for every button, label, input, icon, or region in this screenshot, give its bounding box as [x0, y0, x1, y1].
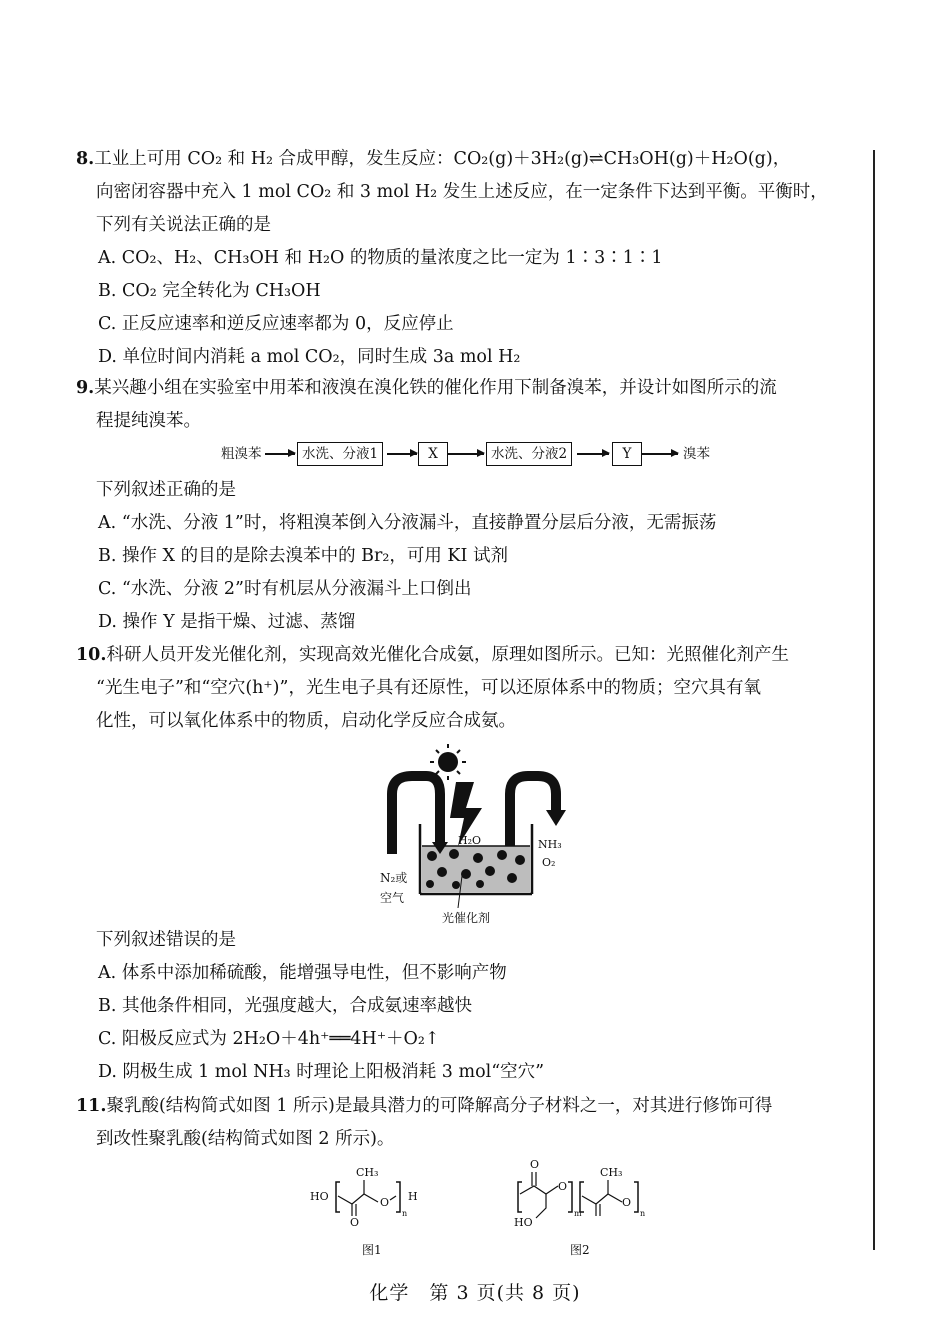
water-label: H₂O	[458, 834, 482, 847]
fig2-ch3-label: CH₃	[600, 1166, 623, 1179]
q9-number: 9.	[76, 378, 95, 398]
flow-box-wash2: 水洗、分液2	[486, 442, 572, 466]
air-label: 空气	[380, 891, 405, 905]
flow-arrow	[577, 453, 609, 455]
q9-line-1: 9.某兴趣小组在实验室中用苯和液溴在溴化铁的催化作用下制备溴苯，并设计如图所示的流	[76, 378, 777, 398]
flow-start-label: 粗溴苯	[221, 446, 262, 462]
fig2-end-o: O	[622, 1196, 632, 1209]
purification-flowchart	[215, 438, 735, 472]
page-margin-rule	[873, 150, 875, 1250]
q9-option-b: B. 操作 X 的目的是除去溴苯中的 Br₂，可用 KI 试剂	[98, 546, 508, 566]
q8-option-c: C. 正反应速率和逆反应速率都为 0，反应停止	[98, 314, 454, 334]
q8-option-a: A. CO₂、H₂、CH₃OH 和 H₂O 的物质的量浓度之比一定为 1∶3∶1∶1	[98, 248, 663, 268]
flow-arrow	[387, 453, 417, 455]
flow-arrow	[448, 453, 484, 455]
q8-line-2: 向密闭容器中充入 1 mol CO₂ 和 3 mol H₂ 发生上述反应，在一定条件下达到平衡。平衡时，	[96, 182, 828, 202]
q10-number: 10.	[76, 645, 107, 665]
figure-1-structure	[310, 1166, 418, 1257]
fig1-h-label: H	[408, 1190, 418, 1203]
question-10-options	[76, 924, 846, 1089]
q8-line-1: 8.工业上可用 CO₂ 和 H₂ 合成甲醇，发生反应：CO₂(g)＋3H₂(g)⇌CH₃OH(g)＋H₂O(g)，	[76, 149, 791, 169]
flow-end-label: 溴苯	[683, 446, 710, 462]
nh3-label: NH₃	[538, 838, 562, 851]
page-footer: 化学 第 3 页(共 8 页)	[369, 1282, 581, 1304]
fig1-ch3-label: CH₃	[356, 1166, 379, 1179]
figure-2-caption: 图2	[570, 1243, 590, 1257]
flow-arrow	[642, 453, 678, 455]
outlet-arrow-icon	[546, 810, 566, 826]
flow-box-y: Y	[612, 442, 642, 466]
question-9-options	[76, 474, 846, 639]
q10-line-1: 10.科研人员开发光催化剂，实现高效光催化合成氨，原理如图所示。已知：光照催化剂产生	[76, 645, 789, 665]
q8-line-3: 下列有关说法正确的是	[96, 215, 271, 235]
figure-2-structure	[514, 1158, 645, 1257]
q11-line-2: 到改性聚乳酸(结构简式如图 2 所示)。	[96, 1129, 395, 1149]
n2-label: N₂或	[380, 871, 408, 885]
q10-stem: 下列叙述错误的是	[96, 930, 236, 950]
catalyst-label: 光催化剂	[442, 911, 491, 925]
q11-line-1: 11.聚乳酸(结构简式如图 1 所示)是最具潜力的可降解高分子材料之一，对其进行修饰可得	[76, 1096, 773, 1116]
q11-number: 11.	[76, 1096, 107, 1116]
fig1-ho-label: HO	[310, 1190, 329, 1203]
flow-box-wash1: 水洗、分液1	[297, 442, 383, 466]
question-11	[76, 1090, 846, 1156]
q9-option-d: D. 操作 Y 是指干燥、过滤、蒸馏	[98, 612, 356, 632]
q10-line-2: “光生电子”和“空穴(h⁺)”，光生电子具有还原性，可以还原体系中的物质；空穴具有氧	[96, 678, 761, 698]
photocatalysis-apparatus-diagram	[370, 742, 580, 932]
q9-line-2: 程提纯溴苯。	[96, 411, 201, 431]
flow-arrow	[265, 453, 295, 455]
q10-option-d: D. 阴极生成 1 mol NH₃ 时理论上阳极消耗 3 mol“空穴”	[98, 1062, 545, 1082]
fig2-ester-o: O	[558, 1180, 568, 1193]
q10-option-b: B. 其他条件相同，光强度越大，合成氨速率越快	[98, 996, 472, 1016]
q9-stem: 下列叙述正确的是	[96, 480, 236, 500]
fig2-ho-label: HO	[514, 1216, 533, 1229]
q9-option-a: A. “水洗、分液 1”时，将粗溴苯倒入分液漏斗，直接静置分层后分液，无需振荡	[98, 513, 717, 533]
flow-box-x: X	[418, 442, 448, 466]
q10-line-3: 化性，可以氧化体系中的物质，启动化学反应合成氨。	[96, 711, 516, 731]
fig1-ester-o: O	[380, 1196, 390, 1209]
q9-option-c: C. “水洗、分液 2”时有机层从分液漏斗上口倒出	[98, 579, 472, 599]
q8-number: 8.	[76, 149, 95, 169]
q8-option-d: D. 单位时间内消耗 a mol CO₂，同时生成 3a mol H₂	[98, 347, 521, 367]
figure-1-caption: 图1	[362, 1243, 382, 1257]
question-10	[76, 639, 846, 738]
q8-option-b: B. CO₂ 完全转化为 CH₃OH	[98, 281, 321, 301]
fig2-carbonyl-o: O	[530, 1158, 540, 1171]
o2-label: O₂	[542, 856, 556, 869]
polylactic-acid-structures	[300, 1150, 680, 1260]
fig2-m-label: m	[574, 1209, 582, 1218]
q10-option-c: C. 阳极反应式为 2H₂O＋4h⁺══4H⁺＋O₂↑	[98, 1029, 440, 1049]
fig1-carbonyl-o: O	[350, 1216, 360, 1229]
fig2-n-label: n	[640, 1209, 646, 1218]
fig1-n-label: n	[402, 1209, 408, 1218]
question-8	[76, 143, 846, 374]
question-9	[76, 372, 846, 438]
q10-option-a: A. 体系中添加稀硫酸，能增强导电性，但不影响产物	[98, 963, 507, 983]
